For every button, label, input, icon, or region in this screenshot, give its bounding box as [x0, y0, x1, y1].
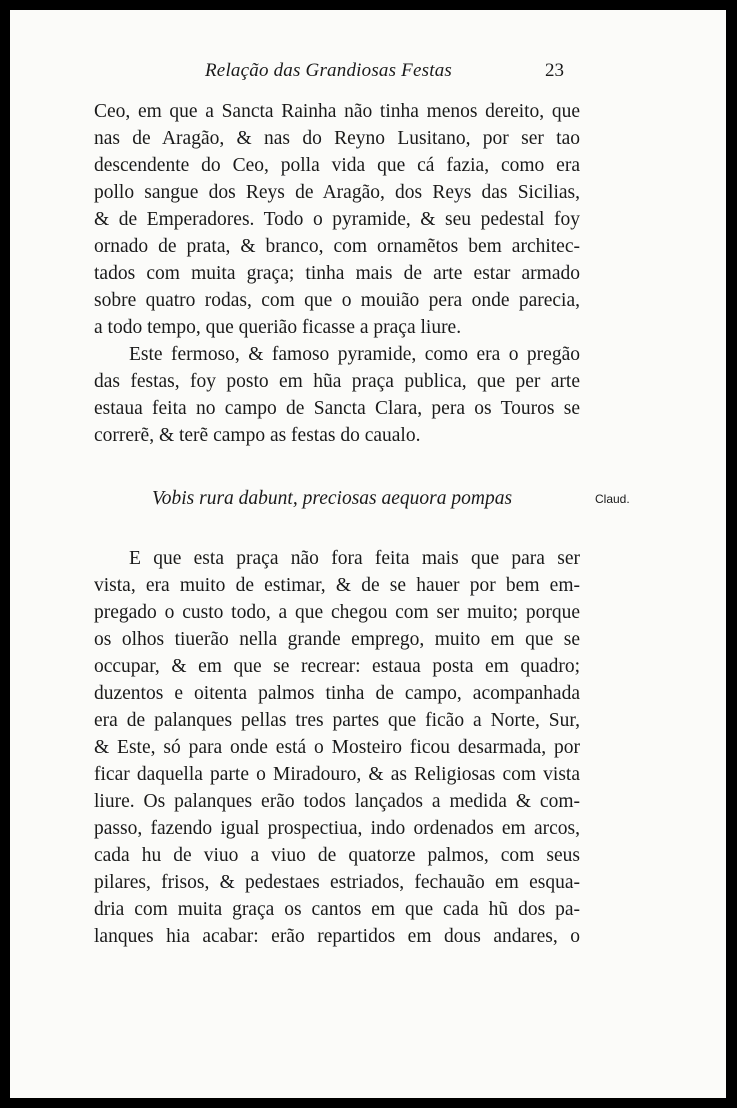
text-line: cada hu de viuo a viuo de quatorze palmos, com seus: [94, 845, 580, 866]
text-line: nas de Aragão, & nas do Reyno Lusitano, por ser tao: [94, 128, 580, 149]
text-line: sobre quatro rodas, com que o mouião pera onde parecia,: [94, 290, 580, 311]
text-line: ficar daquella parte o Miradouro, & as Religiosas com vista: [94, 764, 580, 785]
text-line: era de palanques pellas tres partes que ficão a Norte, Sur,: [94, 710, 580, 731]
running-title: Relação das Grandiosas Festas: [205, 60, 452, 81]
text-line: pregado o custo todo, a que chegou com ser muito; porque: [94, 602, 580, 623]
text-line: Ceo, em que a Sancta Rainha não tinha menos dereito, que: [94, 101, 580, 122]
text-line: E que esta praça não fora feita mais que para ser: [129, 548, 580, 569]
text-line: vista, era muito de estimar, & de se hauer por bem em-: [94, 575, 580, 596]
text-line: dria com muita graça os cantos em que cada hũ dos pa-: [94, 899, 580, 920]
text-line: lanques hia acabar: erão repartidos em dous andares, o: [94, 926, 580, 947]
latin-verse: Vobis rura dabunt, preciosas aequora pompas: [152, 488, 513, 509]
text-line: duzentos e oitenta palmos tinha de campo, acompanhada: [94, 683, 580, 704]
text-line: pilares, frisos, & pedestaes estriados, fechauão em esqua-: [94, 872, 580, 893]
text-line: pollo sangue dos Reys de Aragão, dos Reys das Sicilias,: [94, 182, 580, 203]
text-line: Este fermoso, & famoso pyramide, como era o pregão: [129, 344, 580, 365]
text-line: & de Emperadores. Todo o pyramide, & seu pedestal foy: [94, 209, 580, 230]
text-line: passo, fazendo igual prospectiua, indo ordenados em arcos,: [94, 818, 580, 839]
text-line: occupar, & em que se recrear: estaua posta em quadro;: [94, 656, 580, 677]
text-line: tados com muita graça; tinha mais de arte estar armado: [94, 263, 580, 284]
text-line: liure. Os palanques erão todos lançados a medida & com-: [94, 791, 580, 812]
paragraph-continuation: [94, 98, 580, 341]
text-line: das festas, foy posto em hũa praça publica, que per arte: [94, 371, 580, 392]
page-number: 23: [545, 60, 564, 81]
text-line: estaua feita no campo de Sancta Clara, pera os Touros se: [94, 398, 580, 419]
text-line: os olhos tiuerão nella grande emprego, muito em que se: [94, 629, 580, 650]
text-line: ornado de prata, & branco, com ornamẽtos bem architec-: [94, 236, 580, 257]
paragraph-praca: [94, 545, 580, 950]
text-line: a todo tempo, que querião ficasse a praça liure.: [94, 317, 462, 338]
book-page: [10, 10, 726, 1098]
text-line: & Este, só para onde está o Mosteiro ficou desarmada, por: [94, 737, 580, 758]
text-line: descendente do Ceo, polla vida que cá fazia, como era: [94, 155, 580, 176]
paragraph-pyramide: [94, 341, 580, 449]
page-header: [10, 60, 726, 90]
marginal-note: Claud.: [595, 492, 630, 506]
text-line: correrẽ, & terẽ campo as festas do caualo.: [94, 425, 421, 446]
